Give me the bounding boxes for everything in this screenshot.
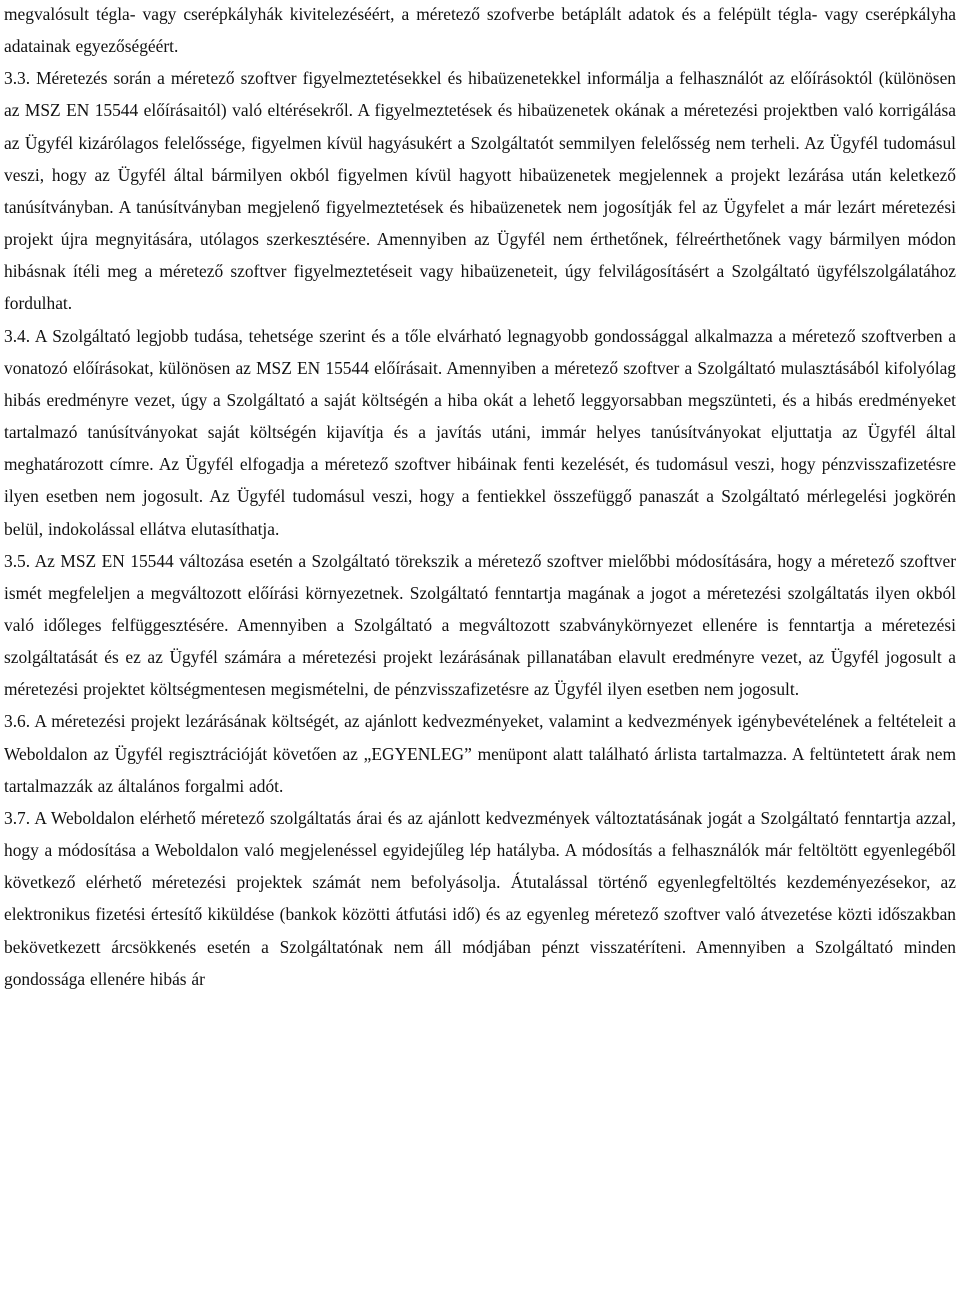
paragraph-3-7 (4, 802, 956, 995)
paragraph-3-6 (4, 705, 956, 801)
paragraph-3-4 (4, 320, 956, 545)
paragraph-text: 3.5. Az MSZ EN 15544 változása esetén a Szolgáltató törekszik a méretező szoftver mielőbbi módosítására, hogy a méretező szoftver ismét megfeleljen a megváltozott előírási környezetnek. Szolgáltató fenntartja magának a jogot a méretezési szolgáltatás ilyen okból való időleges felfüggesztésére. Amennyiben a Szolgáltató a megváltozott szabványkörnyezet ellenére is fenntartja a méretezési szolgáltatását és ez az Ügyfél számára a méretezési projekt lezárásának pillanatában elavult eredményre vezet, az Ügyfél jogosult a méretezési projektet költségmentesen megismételni, de pénzvisszafizetésre az Ügyfél ilyen esetben nem jogosult. (4, 550, 956, 700)
paragraph-3-5 (4, 545, 956, 706)
paragraph-3-3 (4, 62, 956, 319)
paragraph-text: 3.6. A méretezési projekt lezárásának költségét, az ajánlott kedvezményeket, valamint a kedvezmények igénybevételének a feltételeit a Weboldalon az Ügyfél regisztrációját követően az „EGYENLEG” menüpont alatt található árlista tartalmazza. A feltüntetett árak nem tartalmazzák az általános forgalmi adót. (4, 711, 956, 796)
paragraph-text: 3.3. Méretezés során a méretező szoftver figyelmeztetésekkel és hibaüzenetekkel informálja a felhasználót az előírásoktól (különösen az MSZ EN 15544 előírásaitól) való eltérésekről. A figyelmeztetések és hibaüzenetek okának a méretezési projektben való korrigálása az Ügyfél kizárólagos felelőssége, figyelmen kívül hagyásukért a Szolgáltatót semmilyen felelősség nem terheli. Az Ügyfél tudomásul veszi, hogy az Ügyfél által bármilyen okból figyelmen kívül hagyott hibaüzenetek megjelennek a projekt lezárása után keletkező tanúsítványban. A tanúsítványban megjelenő figyelmeztetések és hibaüzenetek nem jogosítják fel az Ügyfelet a már lezárt méretezési projekt újra megnyitására, utólagos szerkesztésére. Amennyiben az Ügyfél nem érthetőnek, félreérthetőnek vagy bármilyen módon hibásnak ítéli meg a méretező szoftver figyelmeztetéseit vagy hibaüzeneteit, úgy felvilágosításért a Szolgáltató ügyfélszolgálatához fordulhat. (4, 68, 956, 314)
paragraph-text: 3.4. A Szolgáltató legjobb tudása, tehetsége szerint és a tőle elvárható legnagyobb gondossággal alkalmazza a méretező szoftverben a vonatozó előírásokat, különösen az MSZ EN 15544 előírásait. Amennyiben a méretező szoftver a Szolgáltató mulasztásából kifolyólag hibás eredményre vezet, úgy a Szolgáltató a saját költségén a hiba okát a lehető leggyorsabban megszünteti, és a hibás eredményeket tartalmazó tanúsítványokat saját költségén kijavítja és a javítás utáni, immár helyes tanúsítványokat eljuttatja az Ügyfél által meghatározott címre. Az Ügyfél elfogadja a méretező szoftver hibáinak fenti kezelését, és tudomásul veszi, hogy pénzvisszafizetésre ilyen esetben nem jogosult. Az Ügyfél tudomásul veszi, hogy a fentiekkel összefüggő panaszát a Szolgáltató mérlegelési jogkörén belül, indokolással ellátva elutasíthatja. (4, 325, 956, 539)
document-body (4, 0, 956, 995)
paragraph-text: megvalósult tégla- vagy cserépkályhák kivitelezéséért, a méretező szofverbe betáplált adatok és a felépült tégla- vagy cserépkályha adatainak egyezőségéért. (4, 4, 956, 57)
paragraph-continuation (4, 0, 956, 62)
paragraph-text: 3.7. A Weboldalon elérhető méretező szolgáltatás árai és az ajánlott kedvezmények változtatásának jogát a Szolgáltató fenntartja azzal, hogy a módosítása a Weboldalon való megjelenéssel egyidejűleg lép hatályba. A módosítás a felhasználók már feltöltött egyenlegéből következő elérhető méretezési projektek számát nem befolyásolja. Átutalással történő egyenlegfeltöltés kezdeményezésekor, az elektronikus fizetési értesítő kiküldése (bankok közötti átfutási idő) és az egyenleg méretező szoftver való átvezetése közti időszakban bekövetkezett árcsökkenés esetén a Szolgáltatónak nem áll módjában pénzt visszatéríteni. Amennyiben a Szolgáltató minden gondossága ellenére hibás ár (4, 807, 956, 989)
